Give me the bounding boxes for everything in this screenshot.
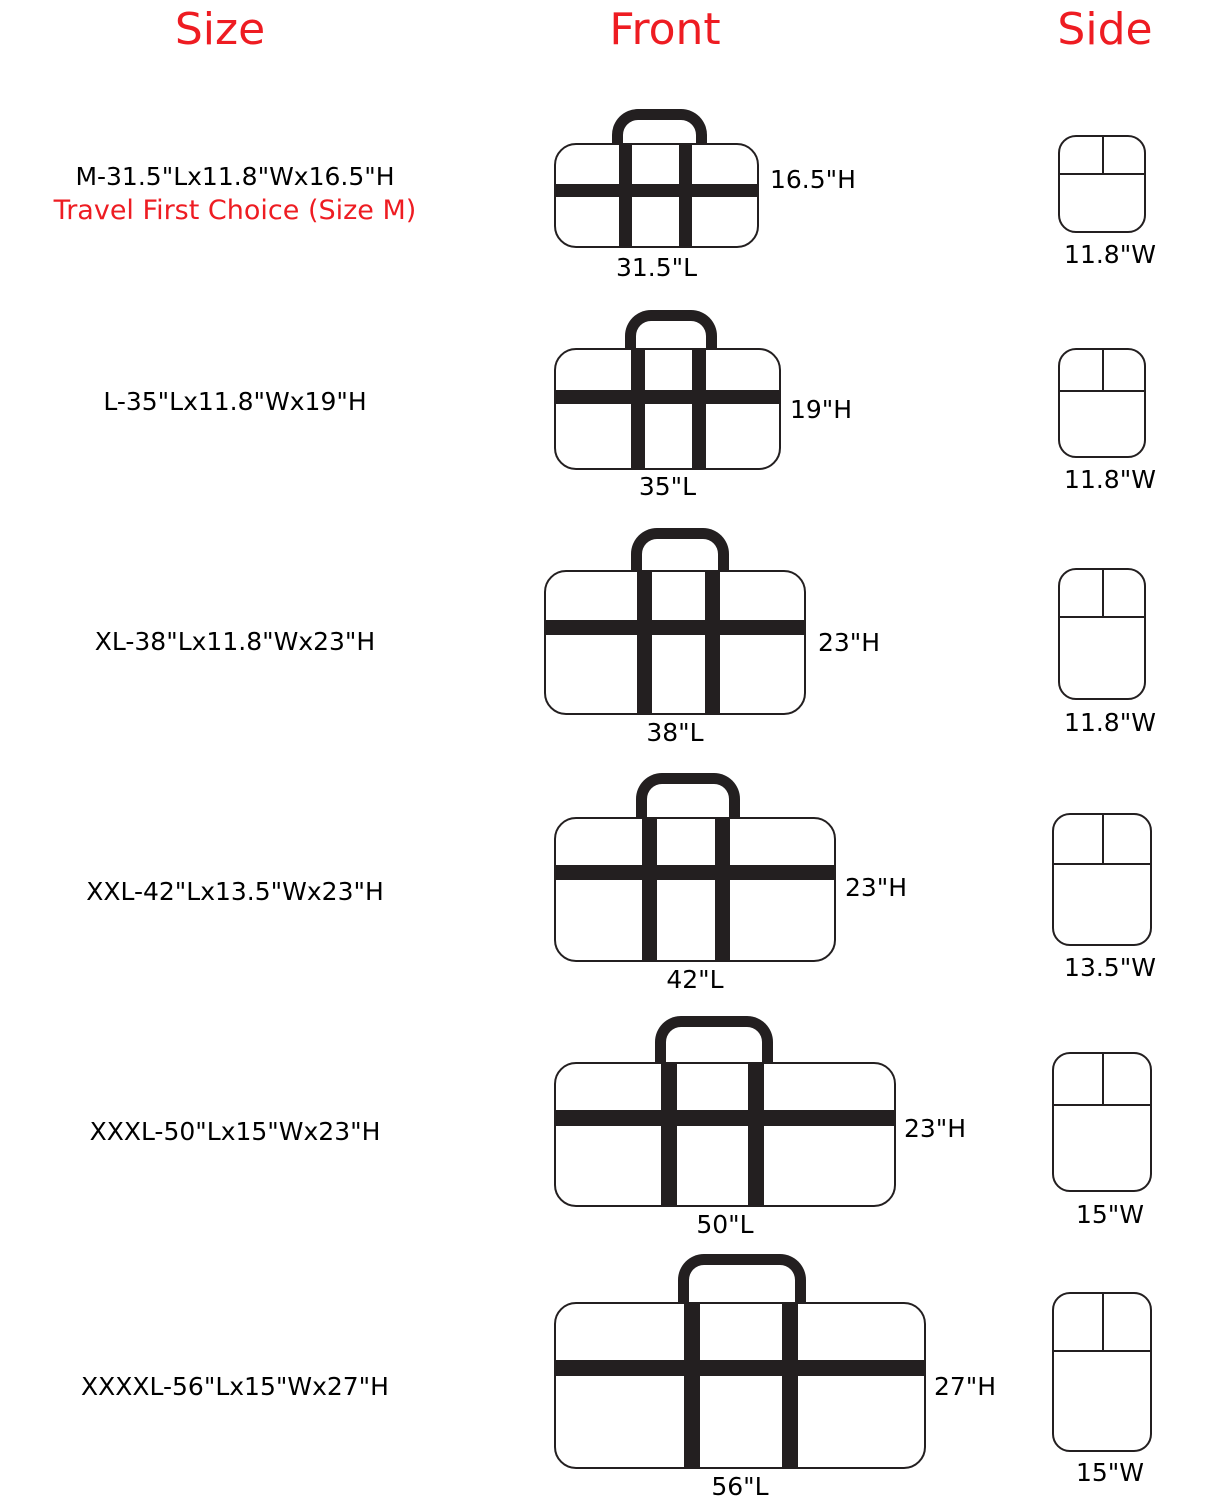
table-row <box>0 1010 1208 1255</box>
side-width-label: 11.8"W <box>1064 708 1156 737</box>
chart-header <box>0 0 1208 72</box>
side-view <box>1020 765 1200 1005</box>
front-view <box>500 765 970 1005</box>
table-row <box>0 765 1208 1005</box>
size-label-cell <box>0 160 470 228</box>
size-label: XXXL-50"Lx15"Wx23"H <box>89 1117 381 1146</box>
table-row <box>0 95 1208 290</box>
side-width-label: 11.8"W <box>1064 240 1156 269</box>
table-row <box>0 300 1208 505</box>
front-view <box>500 300 930 505</box>
front-view <box>500 520 950 755</box>
side-view <box>1020 95 1200 290</box>
column-header-side: Side <box>1057 4 1153 55</box>
side-view <box>1020 520 1200 755</box>
front-length-label: 38"L <box>646 718 704 747</box>
front-view <box>500 1250 1020 1500</box>
front-length-label: 50"L <box>696 1210 754 1239</box>
front-length-label: 31.5"L <box>615 253 698 282</box>
side-width-label: 13.5"W <box>1064 953 1156 982</box>
front-view <box>500 95 920 290</box>
front-length-label: 35"L <box>638 472 697 501</box>
front-height-label: 27"H <box>934 1372 997 1401</box>
size-label: L-35"Lx11.8"Wx19"H <box>103 387 367 416</box>
side-width-label: 15"W <box>1075 1458 1145 1487</box>
front-view <box>500 1010 1000 1255</box>
size-label-cell <box>0 875 470 909</box>
side-width-label: 15"W <box>1075 1200 1145 1229</box>
front-length-label: 42"L <box>666 965 724 994</box>
size-label-cell <box>0 625 470 659</box>
column-header-front: Front <box>609 4 721 55</box>
table-row <box>0 520 1208 755</box>
front-height-label: 16.5"H <box>770 165 856 194</box>
front-length-label: 56"L <box>711 1472 769 1501</box>
side-view <box>1020 300 1200 505</box>
size-label: XL-38"Lx11.8"Wx23"H <box>94 627 376 656</box>
front-height-label: 23"H <box>904 1114 967 1143</box>
size-label-cell <box>0 1115 470 1149</box>
table-row <box>0 1250 1208 1500</box>
size-label: XXL-42"Lx13.5"Wx23"H <box>86 877 384 906</box>
size-label: XXXXL-56"Lx15"Wx27"H <box>81 1372 389 1401</box>
column-header-size: Size <box>174 4 266 55</box>
size-note: Travel First Choice (Size M) <box>53 195 417 226</box>
size-label: M-31.5"Lx11.8"Wx16.5"H <box>75 162 395 191</box>
side-width-label: 11.8"W <box>1064 465 1156 494</box>
front-height-label: 23"H <box>845 873 908 902</box>
size-label-cell <box>0 1370 470 1404</box>
side-view <box>1020 1010 1200 1255</box>
side-view <box>1020 1250 1200 1500</box>
front-height-label: 19"H <box>790 395 853 424</box>
size-label-cell <box>0 385 470 419</box>
front-height-label: 23"H <box>818 628 881 657</box>
